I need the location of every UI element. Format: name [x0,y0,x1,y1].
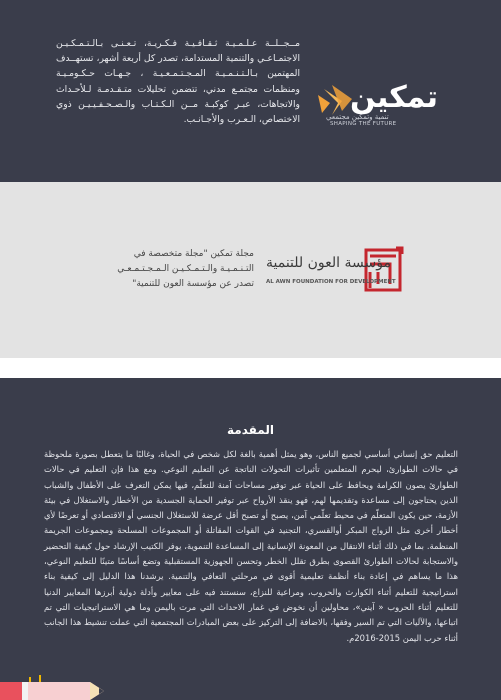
tamkeen-name: تنمية وتمكين مجتمعي [326,113,389,121]
magazine-info-line: مجلة تمكين "مجلة متخصصة في [133,249,254,259]
magazine-info-line: تصدر عن مؤسسة العون للتنمية" [132,279,254,289]
pencil-icon [0,655,120,700]
tamkeen-tagline: SHAPING THE FUTURE [330,121,397,127]
magazine-info-line: التـنـمـيـة والـتـمـكـيـن الـمـجـتـمـعـي [117,264,254,274]
page-gap [0,358,501,378]
magazine-info [96,247,254,292]
section-heading: المقدمة [227,423,274,437]
aon-name-ar: مؤسسة العون للتنمية [266,255,391,271]
section-body: التعليم حق إنساني أساسي لجميع الناس، وهو يمثل أهمية بالغة لكل شخص في الحياة، وغالبًا ما يتعطل بصورة ملحوظة في حالات الطوارئ، ليحرم المتعلمين تأثيرات التحولات الناتجة عن التعليم النوعي. ومع هذا فإن التعليم في حالات الطوارئ يصون الكرامة ويحافظ على الحياة عبر توفير مساحات آمنة للتعلّم، فيها يمكن التعرف على الأطفال والشباب الذين يحتاجون إلى مساعدة وتقديمها لهم، فهو ينقذ الأرواح عبر توفير الحماية الجسدية من الأخطار والاستغلال في بيئة الأزمة، حين يكون المتعلّم في محيط تعلّمي آمن، يصبح أو تصبح أقل عرضة للاستغلال الجنسي أو الاقتصادي أو تعرضًا لأي أخطار أخرى مثل الزواج المبكر أوالقسري، التجنيد في القوات المقاتلة أو المجموعات المسلحة ومجموعات الجريمة المنظمة. بما في ذلك أثناء الانتقال من المعونة الإنسانية إلى المساعدة التنموية، يوفر الكتيب الإرشاد حول كيفية التحضير والاستجابة لحالات الطوارئ القصوى بطرق تقلل الخطر وتحسن الجهوزية المستقبلية وتضع أساسًا متينًا للتعليم النوعي، هذا ما يساهم في إعادة بناء أنظمة تعليمية أقوى في مرحلتي التعافي والتنمية. يرشدنا هذا الدليل إلى كيفية بناء استراتيجية للتعليم أثناء الكوارث والحروب، ومراعية للنزاع، سنستند فيه على معايير وأدلة دولية أبرزها المعايير الدنيا للتعليم أثناء الحروب « آيني»، محاولين أن نخوض في غمار الاحداث التي مرت باليمن وما هي الاستراتيجيات التي تم اتباعها، والآليات التي تم السير وفقها، بالاضافة إلى التركيز على بعض المبادرات المجتمعية التي عملت تنشيط هذا الجانب أثناء حرب اليمن 2015-2016م. [44,449,458,643]
tamkeen-wordmark: تمكين [349,80,439,115]
intro-paragraph: مــجــلــة عـلـمـيـة ثـقـافـيـة فـكـريـة، تـعـنـى بـالـتـمـكـيـن الاجتمـاعـي والتنمية المستدامة، تصدر كل أربعة أشهر، تستهــدف المهتمين بـالـتـنـمـيـة المـجـتـمـعـيـة ، جـهـات حـكـومـيـة ومنظمات مجتمـع مدني، تتضمن تحليلات متـقـدمـة لـلأحـداث والاتجاهات، عبـر كوكبـة مــن الـكـتـاب والـصـحـفـيـيـن ذوي الاختصاص، الـعـرب والأجـانـب. [56,38,300,126]
aon-name-en: AL AWN FOUNDATION FOR DEVELOPMENT [266,279,396,285]
